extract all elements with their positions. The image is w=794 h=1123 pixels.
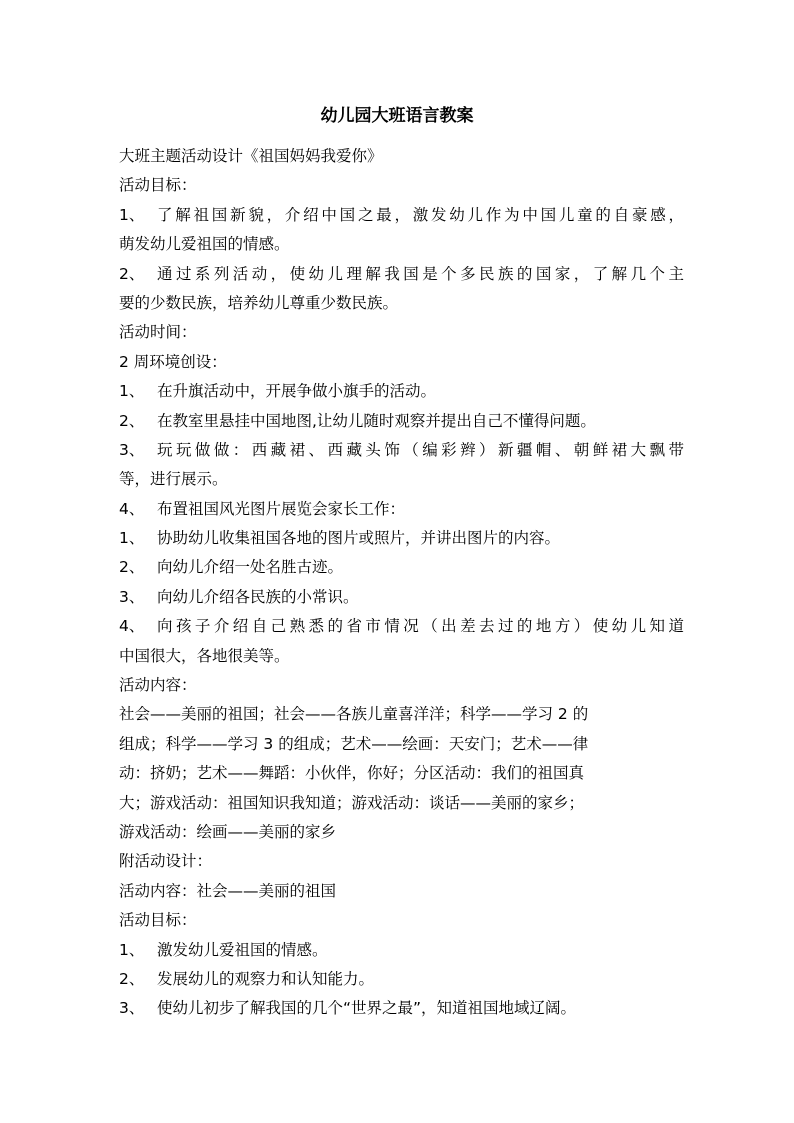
goal-item-2 xyxy=(119,260,684,319)
appendix-goal-number: 1、 xyxy=(119,940,145,959)
content-line-2: 组成；科学——学习 3 的组成；艺术——绘画：天安门；艺术——律 xyxy=(119,734,589,753)
parent-text-line2: 中国很大，各地很美等。 xyxy=(119,646,290,665)
env-item-4 xyxy=(119,495,684,524)
goal-text-line2: 要的少数民族，培养幼儿尊重少数民族。 xyxy=(119,293,399,312)
appendix-goal-text: 发展幼儿的观察力和认知能力。 xyxy=(157,969,375,988)
env-number: 3、 xyxy=(119,440,145,459)
appendix-goal-text: 激发幼儿爱祖国的情感。 xyxy=(157,940,328,959)
parent-text: 向幼儿介绍各民族的小常识。 xyxy=(157,587,359,606)
document-body xyxy=(119,142,684,1024)
env-number: 4、 xyxy=(119,499,145,518)
appendix-goal-number: 3、 xyxy=(119,999,145,1018)
env-text-line1: 玩玩做做：西藏裙、西藏头饰（编彩辫）新疆帽、朝鲜裙大飘带 xyxy=(157,440,684,459)
document-title: 幼儿园大班语言教案 xyxy=(320,106,474,126)
env-number: 1、 xyxy=(119,382,145,401)
goal-text-line2: 萌发幼儿爱祖国的情感。 xyxy=(119,235,290,254)
parent-text-line1: 向孩子介绍自己熟悉的省市情况（出差去过的地方）使幼儿知道 xyxy=(157,617,684,636)
parent-number: 1、 xyxy=(119,529,145,548)
goals-heading: 活动目标： xyxy=(119,176,197,195)
parent-item-3 xyxy=(119,583,684,612)
appendix-heading: 附活动设计： xyxy=(119,852,213,871)
env-text: 在升旗活动中，开展争做小旗手的活动。 xyxy=(157,382,437,401)
content-heading: 活动内容： xyxy=(119,676,197,695)
env-number: 2、 xyxy=(119,411,145,430)
env-text-line2: 等，进行展示。 xyxy=(119,470,228,489)
env-item-2 xyxy=(119,407,684,436)
env-text: 布置祖国风光图片展览会家长工作： xyxy=(157,499,406,518)
appendix-goal-number: 2、 xyxy=(119,969,145,988)
parent-item-1 xyxy=(119,524,684,553)
appendix-goals-heading: 活动目标： xyxy=(119,911,197,930)
goal-number: 2、 xyxy=(119,264,145,283)
parent-item-2 xyxy=(119,553,684,582)
appendix-content: 活动内容：社会——美丽的祖国 xyxy=(119,881,337,900)
env-heading: 2 周环境创设： xyxy=(119,352,227,371)
goal-text-line1: 了解祖国新貌，介绍中国之最，激发幼儿作为中国儿童的自豪感， xyxy=(157,205,684,224)
appendix-goal-text: 使幼儿初步了解我国的几个“世界之最”，知道祖国地域辽阔。 xyxy=(157,999,577,1018)
content-line-1: 社会——美丽的祖国；社会——各族儿童喜洋洋；科学——学习 2 的 xyxy=(119,705,589,724)
subtitle: 大班主题活动设计《祖国妈妈我爱你》 xyxy=(119,147,383,165)
env-item-3 xyxy=(119,436,684,495)
parent-number: 3、 xyxy=(119,587,145,606)
parent-item-4 xyxy=(119,612,684,671)
appendix-goal-3 xyxy=(119,994,684,1023)
env-item-1 xyxy=(119,377,684,406)
time-heading: 活动时间： xyxy=(119,323,197,342)
appendix-goal-2 xyxy=(119,965,684,994)
content-line-4: 大；游戏活动：祖国知识我知道；游戏活动：谈话——美丽的家乡； xyxy=(119,793,585,812)
content-line-3: 动：挤奶；艺术——舞蹈：小伙伴，你好；分区活动：我们的祖国真 xyxy=(119,764,585,783)
parent-text: 协助幼儿收集祖国各地的图片或照片，并讲出图片的内容。 xyxy=(157,529,561,548)
content-line-5: 游戏活动：绘画——美丽的家乡 xyxy=(119,822,337,841)
goal-item-1 xyxy=(119,201,684,260)
parent-number: 4、 xyxy=(119,617,145,636)
appendix-goal-1 xyxy=(119,936,684,965)
parent-text: 向幼儿介绍一处名胜古迹。 xyxy=(157,558,344,577)
parent-number: 2、 xyxy=(119,558,145,577)
goal-number: 1、 xyxy=(119,205,145,224)
env-text: 在教室里悬挂中国地图,让幼儿随时观察并提出自己不懂得问题。 xyxy=(157,411,596,430)
goal-text-line1: 通过系列活动，使幼儿理解我国是个多民族的国家，了解几个主 xyxy=(157,264,684,283)
